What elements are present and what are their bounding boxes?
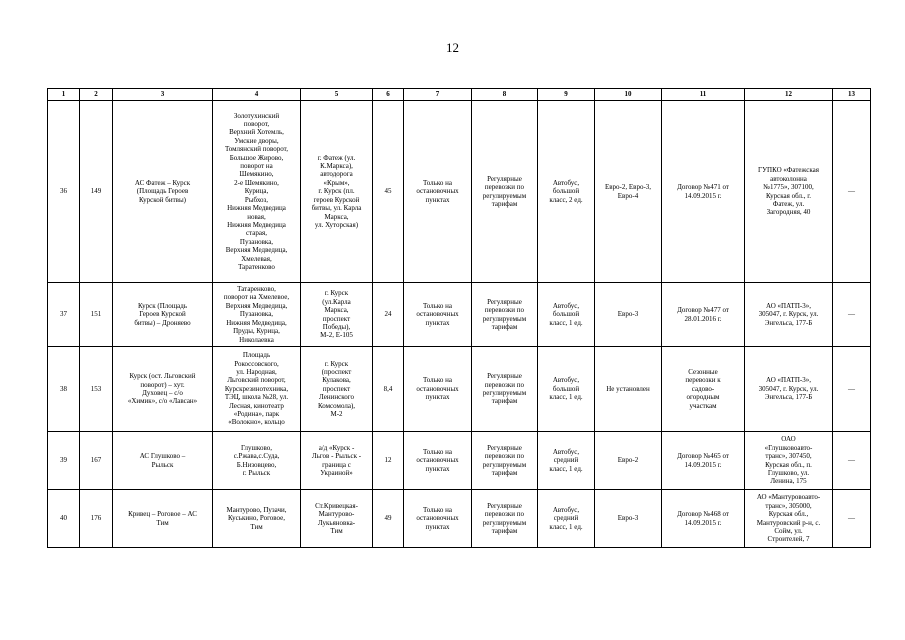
cell-route-name <box>113 432 213 490</box>
cell-text: Евро-3 <box>617 514 639 523</box>
cell-text: Договор №471 от 14.09.2015 г. <box>677 183 729 200</box>
table-row <box>48 432 871 490</box>
cell-text: 12 <box>384 456 392 465</box>
cell-text: — <box>848 514 855 523</box>
cell-text: г. Фатеж (ул. К.Маркса), автодорога «Крым», г. Курск (пл. героев Курской битвы, ул. Карла Маркса, ул. Хуторская) <box>311 153 362 229</box>
header-cell: 4 <box>213 89 301 101</box>
cell-notes <box>833 432 871 490</box>
cell-text: Только на остановочных пунктах <box>416 505 459 531</box>
cell-route-number <box>80 490 113 548</box>
cell-transport-type <box>472 283 538 347</box>
cell-length <box>373 347 404 432</box>
cell-text: 37 <box>60 310 67 319</box>
cell-row-number <box>48 432 80 490</box>
cell-text: 176 <box>90 514 102 523</box>
header-cell: 9 <box>538 89 595 101</box>
cell-streets <box>301 101 373 283</box>
cell-contract <box>662 347 745 432</box>
cell-streets <box>301 432 373 490</box>
cell-text: Автобус, большой класс, 2 ед. <box>549 178 583 204</box>
cell-route-number <box>80 432 113 490</box>
cell-route-name <box>113 490 213 548</box>
cell-text: АО «ПАТП-3», 305047, г. Курск, ул. Энгельса, 177-Б <box>758 301 819 327</box>
cell-length <box>373 490 404 548</box>
cell-length <box>373 432 404 490</box>
cell-text: Регулярные перевозки по регулируемым тарифам <box>482 174 527 208</box>
cell-vehicle <box>538 283 595 347</box>
cell-text: 45 <box>384 187 392 196</box>
table-row <box>48 283 871 347</box>
cell-row-number <box>48 101 80 283</box>
cell-text: Не установлен <box>606 384 650 393</box>
cell-text: Только на остановочных пунктах <box>416 447 459 473</box>
cell-route-name <box>113 347 213 432</box>
cell-text: АС Глушково – Рыльск <box>139 452 186 469</box>
cell-stops <box>213 101 301 283</box>
cell-text: Только на остановочных пунктах <box>416 178 459 204</box>
table-row <box>48 490 871 548</box>
cell-text: — <box>848 310 855 319</box>
cell-text: Евро-2, Евро-3, Евро-4 <box>604 183 652 200</box>
header-cell: 8 <box>472 89 538 101</box>
cell-text: Мантурово, Пузачи, Куськино, Роговое, Тим <box>226 505 287 531</box>
cell-text: Регулярные перевозки по регулируемым тарифам <box>482 297 527 331</box>
cell-text: — <box>848 187 855 196</box>
cell-route-name <box>113 101 213 283</box>
cell-text: Ст.Кривецкая- Мантурово- Лукьяновка- Тим <box>315 501 358 535</box>
cell-carrier <box>745 490 833 548</box>
cell-text: Автобус, средний класс, 1 ед. <box>549 447 583 473</box>
cell-row-number <box>48 490 80 548</box>
header-cell: 5 <box>301 89 373 101</box>
cell-text: Кривец – Роговое – АС Тим <box>128 510 197 527</box>
header-cell: 12 <box>745 89 833 101</box>
page-number: 12 <box>446 40 459 55</box>
header-row <box>48 89 871 101</box>
cell-text: г. Курск (ул.Карла Маркса, проспект Победы), М-2, Е-105 <box>320 289 353 340</box>
cell-vehicle <box>538 432 595 490</box>
cell-text: — <box>848 384 855 393</box>
cell-eco-class <box>595 432 662 490</box>
header-cell: 1 <box>48 89 80 101</box>
header-cell: 13 <box>833 89 871 101</box>
cell-text: 38 <box>60 384 67 393</box>
header-cell: 3 <box>113 89 213 101</box>
cell-contract <box>662 432 745 490</box>
header-cell: 10 <box>595 89 662 101</box>
cell-route-number <box>80 101 113 283</box>
cell-text: Только на остановочных пунктах <box>416 301 459 327</box>
cell-text: 153 <box>90 384 102 393</box>
cell-notes <box>833 347 871 432</box>
cell-text: Договор №477 от 28.01.2016 г. <box>677 306 729 323</box>
cell-carrier <box>745 283 833 347</box>
cell-text: Регулярные перевозки по регулируемым тарифам <box>482 372 527 406</box>
table-row <box>48 347 871 432</box>
cell-boarding <box>404 347 472 432</box>
cell-notes <box>833 101 871 283</box>
cell-transport-type <box>472 490 538 548</box>
cell-carrier <box>745 101 833 283</box>
cell-text: 149 <box>90 187 102 196</box>
cell-stops <box>213 347 301 432</box>
cell-text: Татаренково, поворот на Хмелевое, Верхняя Медведица, Пузановка, Нижняя Медведица, Пруды, Курица, Николаевка <box>223 285 290 344</box>
cell-stops <box>213 432 301 490</box>
cell-text: Сезонные перевозки к садово- огородным участкам <box>685 367 721 410</box>
cell-eco-class <box>595 490 662 548</box>
cell-text: а/д «Курск - Льгов - Рыльск - граница с Украиной» <box>311 443 362 477</box>
cell-text: Договор №468 от 14.09.2015 г. <box>677 510 729 527</box>
cell-length <box>373 283 404 347</box>
cell-text: Только на остановочных пунктах <box>416 376 459 402</box>
cell-text: Золотухинский поворот, Верхний Хотемль, Умские дворы, Томлянский поворот, Большое Жирово, поворот на Шемякино, 2-е Шемякино, Курица, Рыбхоз, Нижняя Медведица новая, Нижняя Медведица старая, Пузановка, Верхняя Медведица, Хмелевая, Таратенково <box>225 111 288 271</box>
cell-row-number <box>48 347 80 432</box>
cell-stops <box>213 490 301 548</box>
cell-text: 8,4 <box>383 384 393 393</box>
cell-carrier <box>745 347 833 432</box>
cell-contract <box>662 490 745 548</box>
cell-text: Евро-2 <box>617 456 639 465</box>
cell-text: Автобус, средний класс, 1 ед. <box>549 505 583 531</box>
cell-text: Автобус, большой класс, 1 ед. <box>549 301 583 327</box>
cell-length <box>373 101 404 283</box>
cell-text: 167 <box>90 456 102 465</box>
cell-text: АС Фатеж – Курск (Площадь Героев Курской битвы) <box>134 178 191 204</box>
cell-streets <box>301 347 373 432</box>
cell-text: АО «Мантуровоавто- транс», 305000, Курская обл., Мантуровский р-н, с. Сойм, ул. Строителей, 7 <box>756 493 821 544</box>
cell-text: 39 <box>60 456 67 465</box>
cell-notes <box>833 283 871 347</box>
cell-text: ОАО «Глушковоавто- транс», 307450, Курская обл., п. Глушково, ул. Ленина, 175 <box>764 435 813 486</box>
cell-notes <box>833 490 871 548</box>
cell-boarding <box>404 490 472 548</box>
cell-vehicle <box>538 347 595 432</box>
cell-text: Курск (Площадь Героев Курской битвы) – Дроняево <box>134 301 191 327</box>
cell-eco-class <box>595 283 662 347</box>
cell-text: Евро-3 <box>617 310 639 319</box>
cell-route-number <box>80 283 113 347</box>
cell-streets <box>301 490 373 548</box>
cell-route-name <box>113 283 213 347</box>
cell-text: 151 <box>90 310 102 319</box>
header-cell: 7 <box>404 89 472 101</box>
table-row <box>48 101 871 283</box>
cell-text: 40 <box>60 514 67 523</box>
cell-stops <box>213 283 301 347</box>
cell-text: АО «ПАТП-3», 305047, г. Курск, ул. Энгельса, 177-Б <box>758 376 819 402</box>
cell-boarding <box>404 283 472 347</box>
cell-transport-type <box>472 432 538 490</box>
cell-text: ГУПКО «Фатежская автоколонна №1775», 307100, Курская обл., г. Фатеж, ул. Загородняя, 40 <box>758 166 819 217</box>
header-cell: 6 <box>373 89 404 101</box>
cell-text: Договор №465 от 14.09.2015 г. <box>677 452 729 469</box>
cell-boarding <box>404 432 472 490</box>
cell-contract <box>662 283 745 347</box>
cell-vehicle <box>538 490 595 548</box>
routes-table <box>47 88 871 548</box>
cell-text: 49 <box>384 514 392 523</box>
cell-vehicle <box>538 101 595 283</box>
cell-text: — <box>848 456 855 465</box>
cell-text: 24 <box>384 310 392 319</box>
cell-text: Площадь Рокоссовского, ул. Народная, Льговский поворот, Курскрезинотехника, ТЭЦ, школа №28, ул. Лесная, кинотеатр «Родина», парк «Волокно», кольцо <box>224 351 289 427</box>
cell-text: Курск (ост. Льговский поворот) – хут. Духовец – с/о «Химик», с/о «Лавсан» <box>127 372 198 406</box>
cell-text: Глушково, с.Ржава,с.Суда, Б.Низовцево, г. Рыльск <box>233 443 280 477</box>
cell-row-number <box>48 283 80 347</box>
cell-eco-class <box>595 347 662 432</box>
header-cell: 2 <box>80 89 113 101</box>
header-cell: 11 <box>662 89 745 101</box>
cell-boarding <box>404 101 472 283</box>
cell-text: Регулярные перевозки по регулируемым тарифам <box>482 501 527 535</box>
cell-route-number <box>80 347 113 432</box>
cell-streets <box>301 283 373 347</box>
cell-eco-class <box>595 101 662 283</box>
cell-text: г. Курск (проспект Кулакова, проспект Ленинского Комсомола), М-2 <box>317 359 356 419</box>
cell-text: Регулярные перевозки по регулируемым тарифам <box>482 443 527 477</box>
cell-contract <box>662 101 745 283</box>
cell-text: 36 <box>60 187 67 196</box>
cell-carrier <box>745 432 833 490</box>
cell-transport-type <box>472 347 538 432</box>
cell-text: Автобус, большой класс, 1 ед. <box>549 376 583 402</box>
cell-transport-type <box>472 101 538 283</box>
